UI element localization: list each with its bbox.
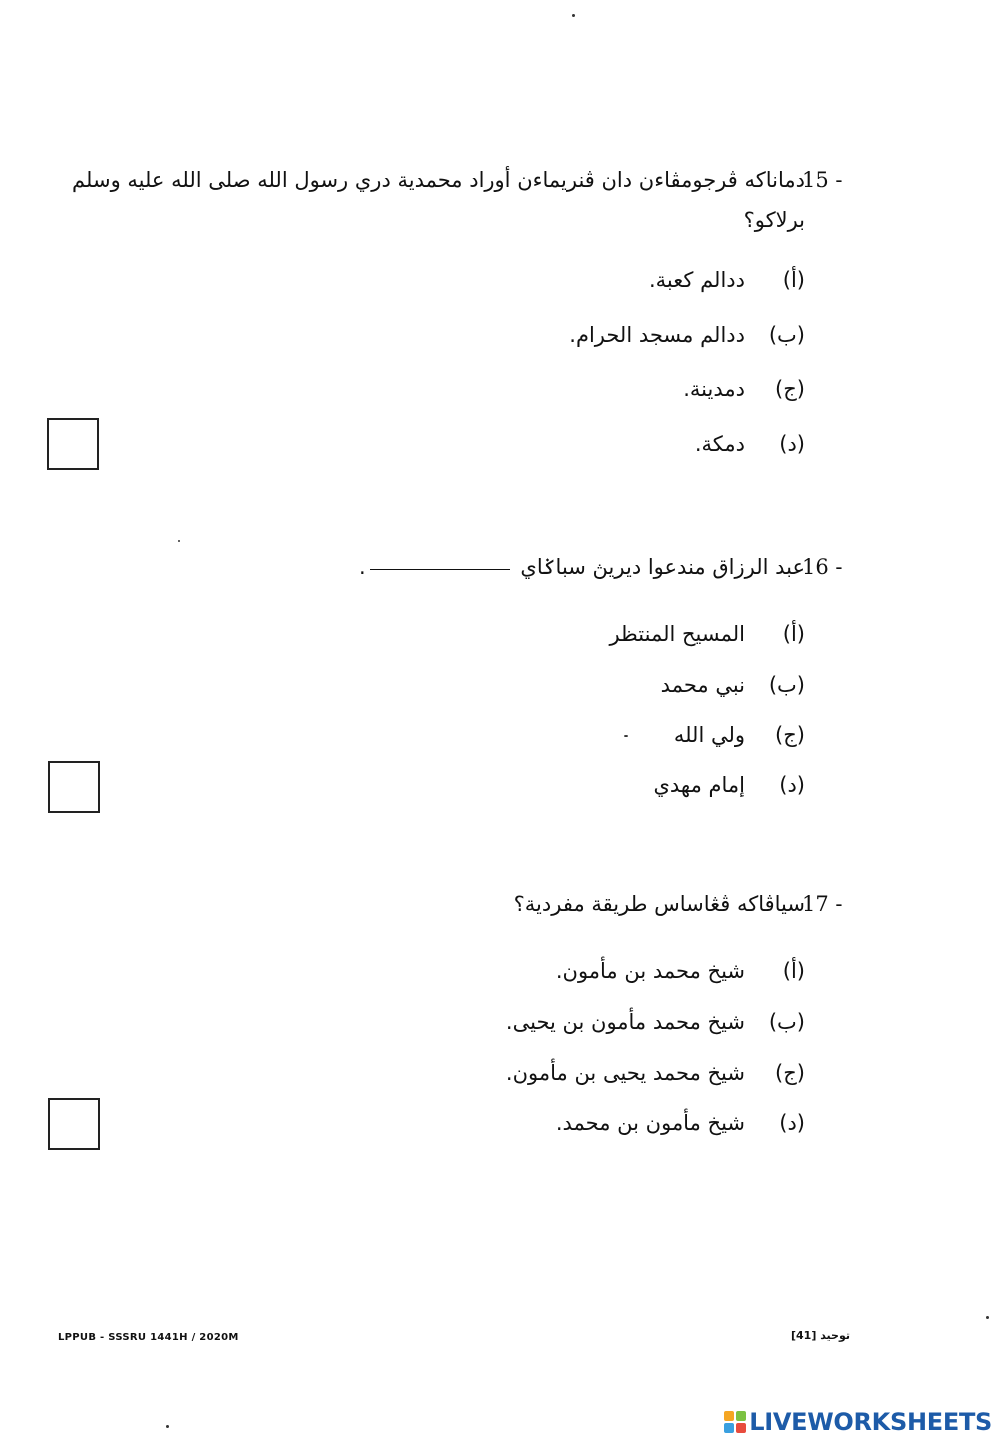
option-a	[609, 616, 805, 652]
option-letter: (ب)	[768, 323, 805, 347]
option-text: دمكة.	[694, 432, 745, 456]
option-letter: (د)	[779, 432, 805, 456]
question-text-start: عبد الرزاق مندعوا ديريڽ سباݢاي	[520, 555, 805, 579]
option-d	[556, 1105, 805, 1141]
question-text-continued: برلاكو؟	[743, 208, 805, 232]
answer-box-q15[interactable]	[47, 418, 99, 470]
liveworksheets-logo-icon	[723, 1410, 747, 1434]
brand-name: LIVEWORKSHEETS	[749, 1408, 992, 1436]
question-text: سياڤاكه ڤڠاساس طريقة مفردية؟	[513, 892, 805, 916]
option-text: المسيح المنتظر	[609, 622, 745, 646]
question-number: 15 -	[802, 168, 843, 192]
option-text: ددالم مسجد الحرام.	[569, 323, 745, 347]
option-text: شيخ محمد يحيى بن مأمون.	[505, 1061, 745, 1085]
option-c	[683, 371, 805, 407]
option-a	[556, 953, 805, 989]
option-d	[653, 767, 805, 803]
option-d	[695, 426, 805, 462]
question-number: 16 -	[802, 555, 843, 579]
option-text: دمدينة.	[683, 377, 745, 401]
option-letter: (د)	[779, 1111, 805, 1135]
question-text: دماناكه ڤرجومڤاءن دان ڤنريماءن أوراد محمدية دري رسول الله صلى الله عليه وسلم	[72, 168, 805, 192]
option-c	[674, 717, 805, 753]
option-letter: (أ)	[782, 268, 805, 292]
option-letter: (ج)	[775, 377, 805, 401]
option-letter: (د)	[779, 773, 805, 797]
option-text: ولي الله	[673, 723, 745, 747]
question-number: 17 -	[802, 892, 843, 916]
option-b	[661, 667, 805, 703]
option-text: ددالم كعبة.	[649, 268, 745, 292]
fill-in-blank	[370, 569, 510, 570]
scan-speck	[572, 14, 575, 17]
option-a	[649, 262, 805, 298]
scan-speck	[624, 735, 628, 737]
option-letter: (ج)	[775, 1061, 805, 1085]
option-text: شيخ محمد مأمون بن يحيى.	[505, 1010, 745, 1034]
answer-box-q17[interactable]	[48, 1098, 100, 1150]
question-text-end: .	[359, 555, 366, 579]
option-text: نبي محمد	[660, 673, 745, 697]
option-text: إمام مهدي	[653, 773, 745, 797]
option-letter: (ب)	[768, 1010, 805, 1034]
question-text	[205, 549, 805, 585]
scan-speck	[166, 1425, 169, 1428]
footer-exam-code: LPPUB - SSSRU 1441H / 2020M	[58, 1332, 239, 1343]
option-text: شيخ مأمون بن محمد.	[555, 1111, 745, 1135]
option-letter: (أ)	[782, 622, 805, 646]
option-letter: (ب)	[768, 673, 805, 697]
liveworksheets-brand[interactable]	[723, 1409, 992, 1435]
option-letter: (ج)	[775, 723, 805, 747]
option-text: شيخ محمد بن مأمون.	[555, 959, 745, 983]
footer-page-label: توحيد [41]	[791, 1329, 850, 1342]
option-b	[569, 317, 805, 353]
scan-speck	[986, 1316, 989, 1319]
option-letter: (أ)	[782, 959, 805, 983]
option-c	[506, 1055, 805, 1091]
answer-box-q16[interactable]	[48, 761, 100, 813]
option-b	[506, 1004, 805, 1040]
scan-speck	[178, 540, 180, 542]
